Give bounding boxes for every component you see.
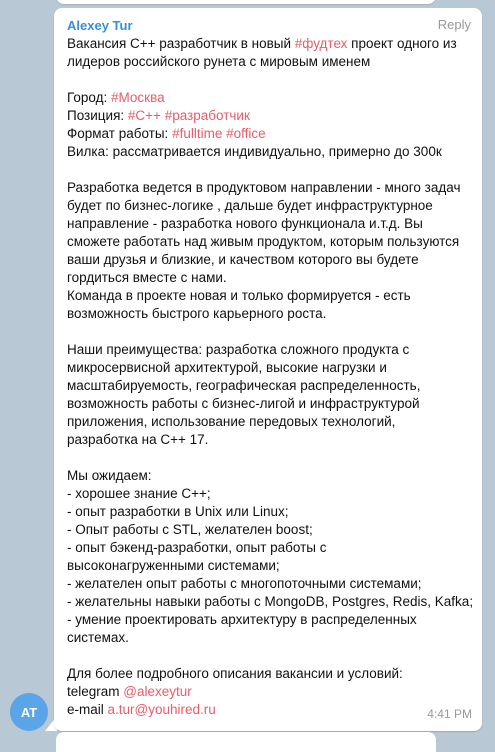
expectation-item: высоконагруженными системами;: [67, 558, 280, 573]
reply-button[interactable]: Reply: [437, 17, 471, 32]
message-bubble: [54, 8, 482, 731]
position-line: [67, 107, 470, 125]
telegram-mention-link[interactable]: @alexeytur: [123, 684, 192, 699]
advantages-line: микросервисной архитектурой, высокие нагрузки и: [67, 360, 387, 375]
expectation-item: - Опыт работы с STL, желателен boost;: [67, 522, 313, 537]
expectation-item: - опыт разработки в Unix или Linux;: [67, 504, 289, 519]
hashtag-foodtech[interactable]: #фудтех: [294, 36, 348, 51]
email-label: e-mail: [67, 702, 108, 717]
message-text: [67, 35, 474, 719]
city-line: [67, 89, 470, 107]
intro-line: лидеров российского рунета с мировым именем: [67, 54, 371, 69]
expectation-item: - опыт бэкенд-разработки, опыт работы с: [67, 540, 327, 555]
hashtag-developer[interactable]: #разработчик: [164, 108, 250, 123]
sender-name[interactable]: Alexey Tur: [67, 18, 133, 33]
advantages-line: возможность работы с бизнес-лигой и инфраструктурой: [67, 396, 420, 411]
position-label: Позиция:: [67, 108, 128, 123]
expectation-item: - желателен опыт работы с многопоточными системами;: [67, 576, 422, 591]
intro-text: проект одного из: [347, 36, 457, 51]
format-label: Формат работы:: [67, 126, 173, 141]
email-link[interactable]: a.tur@youhired.ru: [107, 702, 216, 717]
description-line: сможете работать над живым продуктом, которым пользуются: [67, 234, 460, 249]
expectation-item: системах.: [67, 630, 129, 645]
previous-message-bubble: [56, 0, 436, 4]
intro-text: Вакансия С++ разработчик в новый: [67, 36, 295, 51]
expectation-item: - желательны навыки работы с MongoDB, Postgres, Redis, Kafka;: [67, 594, 474, 609]
expectations-title: Мы ожидаем:: [67, 468, 152, 483]
salary-line: Вилка: рассматривается индивидуально, примерно до 300к: [67, 144, 442, 159]
hashtag-fulltime[interactable]: #fulltime: [172, 126, 223, 141]
description-line: гордиться вместе с нами.: [67, 270, 227, 285]
advantages-line: Наши преимущества: разработка сложного продукта с: [67, 342, 410, 357]
contact-intro: Для более подробного описания вакансии и условий:: [67, 666, 403, 681]
email-line: [67, 701, 470, 719]
description-line: Разработка ведется в продуктовом направлении - много задач: [67, 180, 461, 195]
description-line: будет по бизнес-логике , дальше будет инфраструктурное: [67, 198, 433, 213]
advantages-line: масштабируемость, географическая распределенность,: [67, 378, 421, 393]
advantages-line: разработка на С++ 17.: [67, 432, 209, 447]
telegram-line: [67, 683, 470, 701]
hashtag-moscow[interactable]: #Москва: [111, 90, 165, 105]
city-label: Город:: [67, 90, 112, 105]
sender-avatar[interactable]: AT: [10, 693, 48, 731]
hashtag-office[interactable]: #office: [226, 126, 266, 141]
expectation-item: - умение проектировать архитектуру в распределенных: [67, 612, 417, 627]
hashtag-cpp[interactable]: #C++: [127, 108, 161, 123]
format-line: [67, 125, 470, 143]
description-line: ваши друзья и близкие, и качеством которого вы будете: [67, 252, 419, 267]
description-line: возможность быстрого карьерного роста.: [67, 306, 327, 321]
next-message-bubble: [56, 732, 436, 752]
description-line: Команда в проекте новая и только формируется - есть: [67, 288, 411, 303]
advantages-line: приложения, использование передовых технологий,: [67, 414, 396, 429]
description-line: направление - разработка нового функционала и.т.д. Вы: [67, 216, 423, 231]
telegram-label: telegram: [67, 684, 124, 699]
intro-line: [67, 35, 470, 53]
expectation-item: - хорошее знание С++;: [67, 486, 211, 501]
message-timestamp: 4:41 PM: [427, 707, 472, 721]
